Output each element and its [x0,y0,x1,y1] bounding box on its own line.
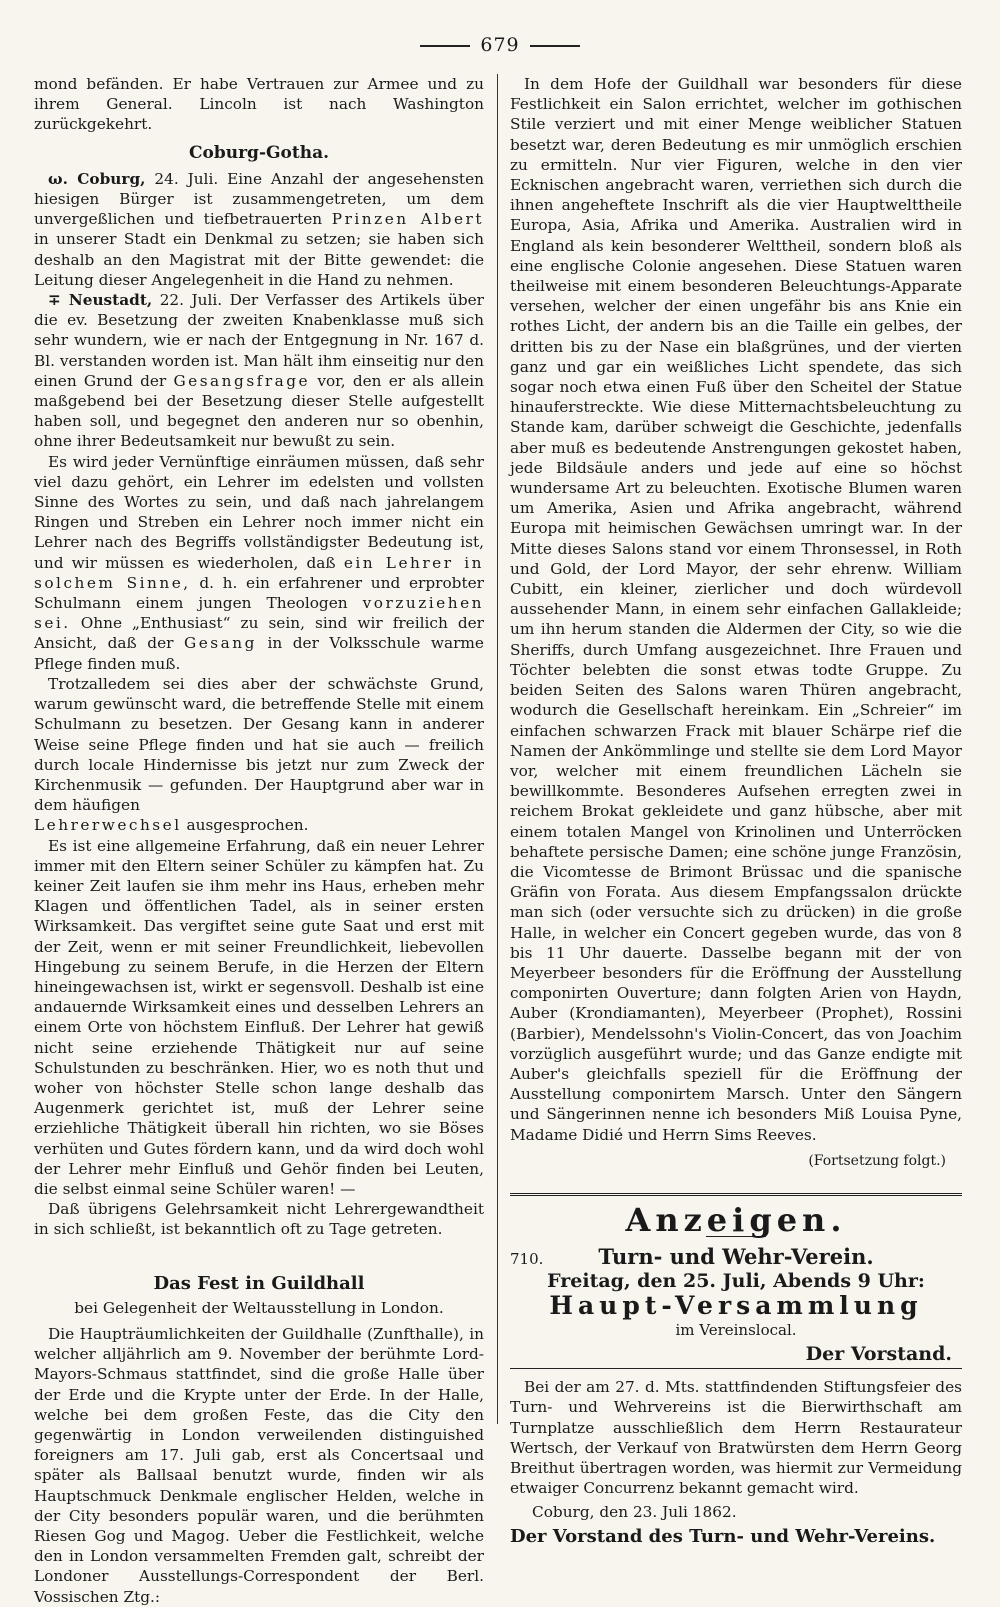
neustadt-spaced: Gesangsfrage [173,371,311,390]
article-heading-guildhall: Das Fest in Guildhall [153,1272,365,1294]
ad-place: im Vereinslocal. [675,1320,797,1339]
coburg-text: Eine Anzahl der angesehensten hiesigen Bürger ist zusammengetreten, um dem unvergeßlichen und tiefbetrauerten [34,169,484,229]
ads-separator-rule [510,1193,962,1196]
coburg-article [34,169,484,290]
neustadt-text: Der Verfasser des Artikels über die ev. Besetzung der zweiten Knabenklasse muß sich sehr wundern, wie er nach der Entgegnung in Nr. 167 d. Bl. verstanden worden ist. Man hält ihm einseitig nur den einen Grund der [34,291,484,390]
right-column [510,74,962,1547]
ad-date: Coburg, den 23. Juli 1862. [532,1503,737,1522]
neustadt-dateline: ∓ Neustadt, [48,291,153,310]
neustadt-date: 22. Juli. [159,291,223,310]
page-number [0,34,1000,56]
teacher-paragraph [34,452,484,674]
teacher-text-4: in der Volksschule warme Pflege finden muß. [34,634,484,673]
ad-header-line [510,1244,962,1270]
intro-paragraph: mond befänden. Er habe Vertrauen zur Armee und zu ihrem General. Lincoln ist nach Washington zurückgekehrt. [34,75,484,134]
salon-paragraph: In dem Hofe der Guildhall war besonders für diese Festlichkeit ein Salon errichtet, welcher im gothischen Stile verziert und mit einer Menge weiblicher Statuen besetzt war, deren Bedeutung es mir unmöglich erschien zu ermitteln. Nur vier Figuren, welche in den vier Ecknischen angebracht waren, verriethen sich durch die ihnen angeheftete Inschrift als die vier Hauptwelttheile Europa, Asia, Afrika und Amerika. Australien wird in England als kein besonderer Welttheil, sondern bloß als eine englische Colonie angesehen. Diese Statuen waren theilweise mit einem besonderen Beleuchtungs-Apparate versehen, welcher der einen ungefähr bis ans Knie ein rothes Licht, der andern bis an die Taille ein gelbes, der dritten bis zu der Nase ein blaßgrünes, und der vierten ganz und gar ein weißliches Licht spendete, das sich sogar noch etwa einen Fuß über den Scheitel der Statue hinauferstreckte. Wie diese Mitternachtsbeleuchtung zu Stande kam, darüber schweigt die Geschichte, jedenfalls aber muß es bedeutende Anstrengungen gekostet haben, jede Bildsäule anders und jede auf eine so höchst wundersame Art zu beleuchten. Exotische Blumen waren um Amerika, Asien und Afrika angebracht, während Europa mit heimischen Gewächsen umringt war. In der Mitte dieses Salons stand vor einem Thronsessel, in Roth und Gold, der Lord Mayor, der sehr ehrenw. William Cubitt, ein kleiner, zierlicher und doch würdevoll aussehender Mann, in einem sehr einfachen Gallakleide; um ihn herum standen die Aldermen der City, so wie die Sheriffs, durch Umfang ausgezeichnet. Ihre Frauen und Töchter belebten die sonst etwas todte Gruppe. Zu beiden Seiten des Salons waren Thüren angebracht, wodurch die Gesellschaft hereinkam. Ein „Schreier“ im einfachen schwarzen Frack mit blauer Schärpe rief die Namen der Ankömmlinge und stellte sie dem Lord Mayor vor, welcher mit einem freundlichen Lächeln sie bewillkommte. Besonderes Aufsehen erregten zwei in reichem Brokat gekleidete und ganz hübsche, aber mit einem totalen Mangel von Krinolinen und Unterröcken behaftete persische Damen; eine schöne junge Französin, die Vicomtesse de Brimont Brüssac und die spanische Gräfin von Forata. Aus diesem Empfangssalon drückte man sich (oder versuchte sich zu drücken) in die große Halle, in welcher ein Concert gegeben wurde, das von 8 bis 11 Uhr dauerte. Dasselbe begann mit der von Meyerbeer besonders für die Eröffnung der Ausstellung componirten Ouverture; dann folgten Arien von Haydn, Auber (Krondiamanten), Meyerbeer (Prophet), Rossini (Barbier), Mendelssohn's Violin-Concert, das von Joachim vorzüglich ausgeführt wurde; und das Ganze endigte mit Auber's gleichfalls speziell für die Eröffnung der Ausstellung componirtem Marsch. Unter den Sängern und Sängerinnen nenne ich besonders Miß Louisa Pyne, Madame Didié und Herrn Sims Reeves. [510,75,962,1144]
teacher-text-2: d. h. ein erfahrener und erprobter Schulmann einem jungen Theologen [34,573,484,613]
ad-signature-2: Der Vorstand des Turn- und Wehr-Vereins. [510,1525,936,1547]
ad-signature: Der Vorstand. [805,1342,952,1365]
trotz-text: Trotzalledem sei dies aber der schwächste Grund, warum gewünscht ward, die betreffende Stelle mit einem Schulmann zu besetzen. Der Gesang kann in anderer Weise seine Pflege finden und hat sie auch — freilich durch locale Hindernisse bis jetzt nur zum Zweck der Kirchenmusik — gefunden. Der Hauptgrund aber war in dem häufigen [34,674,484,815]
teacher-spaced-1: ein Lehrer in solchem Sinne, [34,553,484,592]
ad-event: Haupt-Versammlung [549,1290,923,1320]
column-divider [497,74,498,1424]
coburg-text-2: in unserer Stadt ein Denkmal zu setzen; sie haben sich deshalb an den Magistrat mit der Bitte gewendet: die Leitung dieser Angelegenheit in die Hand zu nehmen. [34,230,484,289]
section-heading-coburg-gotha: Coburg-Gotha. [188,142,330,163]
left-column [34,74,484,1607]
page-number-rule-left [420,45,470,47]
teacher-spaced-2: vorzuziehen sei. [34,594,484,633]
ad-time: Freitag, den 25. Juli, Abends 9 Uhr: [547,1270,925,1293]
article-subheading-guildhall: bei Gelegenheit der Weltausstellung in London. [74,1298,444,1317]
trotz-text-2: ausgesprochen. [186,816,309,835]
ads-heading: Anzeigen. [625,1200,847,1239]
teacher-text-3: Ohne „Enthusiast“ zu sein, sind wir freilich der Ansicht, daß der [34,614,484,653]
page-number-text: 679 [480,34,520,56]
coburg-dateline: ω. Coburg, [48,169,146,188]
guildhall-paragraph: Die Haupträumlichkeiten der Guildhalle (Zunfthalle), in welcher alljährlich am 9. November der berühmte Lord-Mayors-Schmaus stattfindet, sind die große Halle über der Erde und die Krypte unter der Erde. In der Halle, welche bei dem großen Feste, das die City den gegenwärtig in London verweilenden distinguished foreigners am 17. Juli gab, erst als Concertsaal und später als Ballsaal benutzt wurde, finden wir als Hauptschmuck Denkmale englischer Helden, welche in der City besonders populär waren, und die berühmten Riesen Gog und Magog. Ueber die Festlichkeit, welche den in London versammelten Fremden galt, schreibt der Londoner Ausstellungs-Correspondent der Berl. Vossischen Ztg.: [34,1324,484,1606]
trotzalledem-paragraph [34,674,484,836]
neustadt-article [34,290,484,452]
continued-note: (Fortsetzung folgt.) [808,1152,946,1169]
coburg-name: Prinzen Albert [331,210,484,229]
ad-rule [510,1368,962,1369]
trotz-spaced: Lehrerwechsel [34,816,182,835]
neustadt-text-2: vor, den er als allein maßgebend bei der Besetzung dieser Stelle aufgestellt haben soll, und begegnet den anderen nur so obenhin, ohne ihrer Bedeutsamkeit nur bewußt zu sein. [34,371,484,451]
ad-text: Bei der am 27. d. Mts. stattfindenden Stiftungsfeier des Turn- und Wehrvereins ist die Bierwirthschaft am Turnplatze ausschließlich dem Herrn Restaurateur Wertsch, der Verkauf von Bratwürsten dem Herrn Georg Breithut übertragen worden, was hiermit zur Vermeidung etwaiger Concurrenz bekannt gemacht wird. [510,1378,962,1498]
experience-paragraph: Es ist eine allgemeine Erfahrung, daß ein neuer Lehrer immer mit den Eltern seiner Schüler zu kämpfen hat. Zu keiner Zeit laufen sie ihm mehr ins Haus, erheben mehr Klagen und öffentlichen Tadel, als in seiner ersten Wirksamkeit. Das vergiftet seine gute Saat und erst mit der Zeit, wenn er mit seiner Freundlichkeit, liebevollen Hingebung zu seinem Berufe, in die Herzen der Eltern hineingewachsen ist, wirkt er segensvoll. Deshalb ist eine andauernde Wirksamkeit eines und desselben Lehrers an einem Orte von höchstem Einfluß. Der Lehrer hat gewiß nicht seine erziehende Thätigkeit nur auf seine Schulstunden zu beschränken. Hier, wo es noth thut und woher von höchster Stelle schon lange deshalb das Augenmerk gerichtet ist, muß der Lehrer seine erziehliche Thätigkeit überall hin richten, wo sie Böses verhüten und Gutes fördern kann, und da wird doch wohl der Lehrer mehr Einfluß und Gehör finden bei Leuten, die selbst einmal seine Schüler waren! — [34,836,485,1198]
ad-title: Turn- und Wehr-Verein. [598,1244,874,1270]
ad-number: 710. [510,1250,544,1269]
scholarship-paragraph: Daß übrigens Gelehrsamkeit nicht Lehrergewandtheit in sich schließt, ist bekanntlich oft zu Tage getreten. [34,1200,484,1239]
coburg-date: 24. Juli. [154,169,219,188]
teacher-spaced-3: Gesang [184,634,257,653]
teacher-text-1: Es wird jeder Vernünftige einräumen müssen, daß sehr viel dazu gehört, ein Lehrer im edelsten und vollsten Sinne des Wortes zu sein, und daß nach jahrelangem Ringen und Streben ein Lehrer noch immer nicht ein Lehrer nach des Begriffs vollständigster Bedeutung ist, und wir müssen es wiederholen, daß [34,452,484,572]
page-number-rule-right [530,45,580,47]
